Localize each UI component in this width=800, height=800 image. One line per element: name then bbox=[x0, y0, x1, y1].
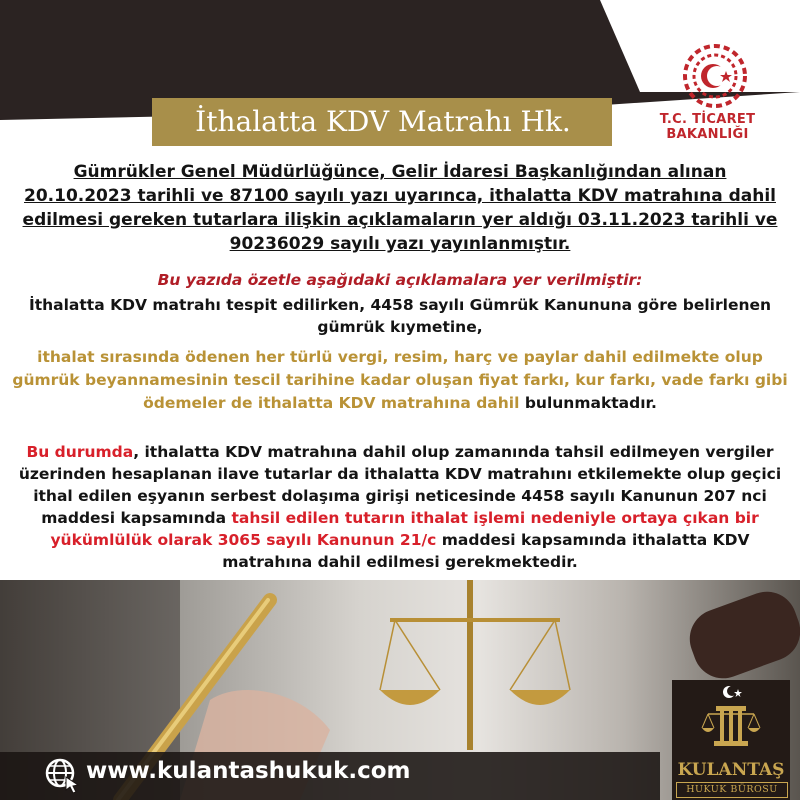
summary-heading: Bu yazıda özetle aşağıdaki açıklamalara yer verilmiştir: bbox=[157, 271, 643, 289]
firm-subtitle: HUKUK BÜROSU bbox=[676, 782, 788, 798]
paragraph-situation-body: , ithalatta KDV matrahına dahil olup zamanında tahsil edilmeyen vergiler üzerinden hesaplanan ilave tutarlar da ithalatta KDV matrahını etkilemekte olup geçici ithal edilen eşyanın serbest dolaşıma girişi neticesinde 4458 sayılı Kanunun 207 nci maddesi kapsamında bbox=[18, 443, 782, 527]
intro-paragraph: Gümrükler Genel Müdürlüğünce, Gelir İdaresi Başkanlığından alınan 20.10.2023 tarihli ve 87100 sayılı yazı uyarınca, ithalatta KDV matrahına dahil edilmesi gereken tutarlara ilişkin açıklamaların yer aldığı 03.11.2023 tarihli ve 90236029 sayılı yazı yayınlanmıştır. bbox=[22, 162, 778, 254]
paragraph-payments bbox=[10, 346, 790, 415]
page-title: İthalatta KDV Matrahı Hk. bbox=[195, 105, 571, 138]
ministry-logo-icon bbox=[640, 40, 790, 115]
paragraph-payments-highlight: ithalat sırasında ödenen her türlü vergi, resim, harç ve paylar dahil edilmekte olup gümrük beyannamesinin tescil tarihine kadar oluşan fiyat farkı, kur farkı, vade farkı gibi ödemeler de ithalatta KDV matrahına dahil bbox=[12, 348, 788, 412]
scales-of-justice-icon bbox=[696, 684, 766, 758]
globe-cursor-icon bbox=[44, 757, 80, 793]
ministry-label: T.C. TİCARET BAKANLIĞI bbox=[659, 112, 756, 142]
paragraph-situation-lead: Bu durumda bbox=[26, 443, 134, 461]
paragraph-payments-rest: bulunmaktadır. bbox=[519, 394, 657, 412]
firm-name: KULANTAŞ bbox=[677, 760, 785, 780]
website-link[interactable]: www.kulantashukuk.com bbox=[86, 758, 411, 784]
paragraph-situation bbox=[10, 441, 790, 573]
paragraph-situation-tail: maddesi kapsamında ithalatta KDV matrahına dahil edilmesi gerekmektedir. bbox=[222, 531, 750, 571]
paragraph-situation-highlight: tahsil edilen tutarın ithalat işlemi nedeniyle ortaya çıkan bir yükümlülük olarak 3065 sayılı Kanunun 21/c bbox=[50, 509, 759, 549]
paragraph-matrah: İthalatta KDV matrahı tespit edilirken, 4458 sayılı Gümrük Kanununa göre belirlenen gümrük kıymetine, bbox=[28, 296, 772, 336]
